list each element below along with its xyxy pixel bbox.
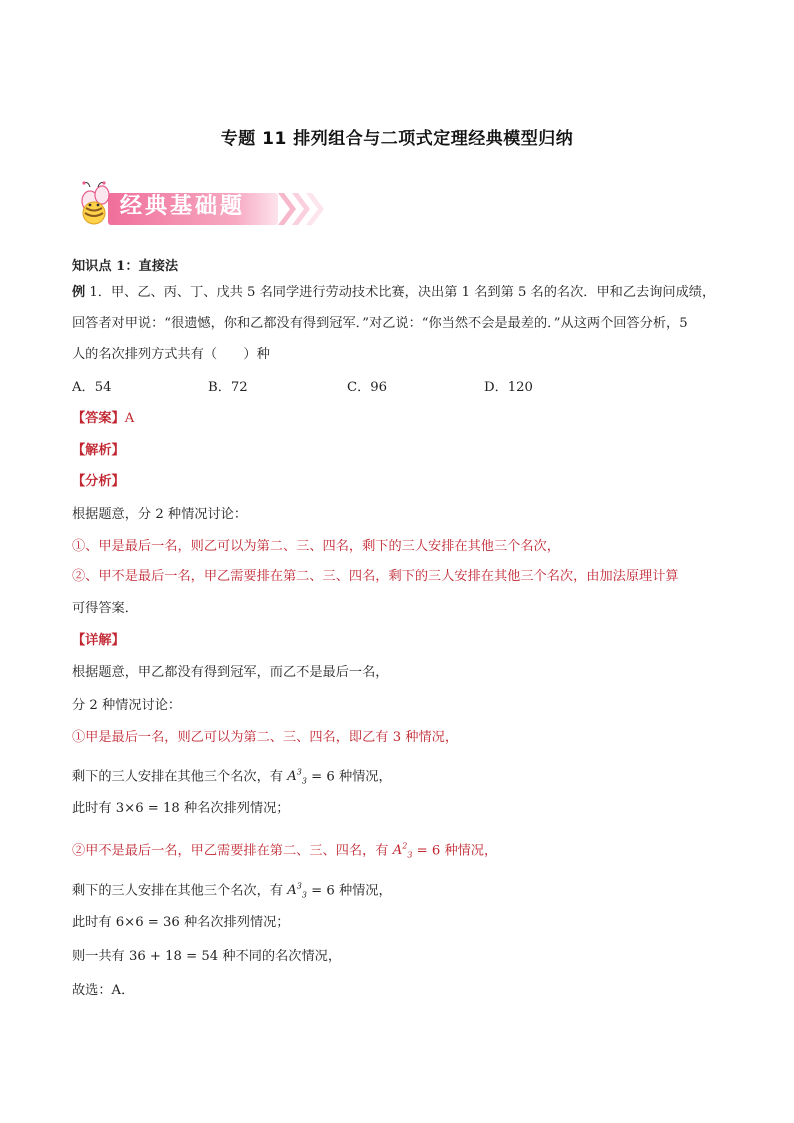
bee-icon: [82, 181, 109, 224]
detail-line-8: 此时有 6×6 = 36 种名次排列情况；: [72, 915, 290, 930]
detail-line-5: 此时有 3×6 = 18 种名次排列情况；: [72, 801, 290, 816]
permutation-symbol: [392, 842, 413, 861]
answer-tag: 【答案】: [72, 411, 125, 426]
section-heading: 知识点 1：直接法: [72, 259, 179, 274]
banner-label: 经典基础题: [120, 194, 246, 219]
fenxi-case-1: ①、甲是最后一名，则乙可以为第二、三、四名，剩下的三人安排在其他三个名次，: [72, 539, 560, 554]
detail-line-7-result: = 6 种情况，: [306, 883, 392, 899]
fenxi-intro: 根据题意，分 2 种情况讨论：: [72, 507, 248, 522]
math-sup: 2: [402, 842, 408, 851]
detail-line-9: 则一共有 36 + 18 = 54 种不同的名次情况，: [72, 949, 342, 964]
math-sub: 3: [407, 851, 413, 861]
permutation-symbol: [287, 768, 307, 787]
question-line-1: [72, 284, 715, 302]
question-line-2: 回答者对甲说：“很遗憾，你和乙都没有得到冠军．”对乙说：“你当然不会是最差的．”从这两个回答分析，5: [72, 316, 688, 331]
question-line-3: 人的名次排列方式共有（ ）种: [72, 347, 270, 362]
detail-line-10: 故选：A．: [72, 983, 135, 998]
detail-line-4: [72, 764, 392, 791]
answer-value: A: [124, 411, 135, 426]
permutation-symbol: [287, 882, 307, 901]
jiexi-tag: 【解析】: [72, 443, 125, 458]
detail-line-1: 根据题意，甲乙都没有得到冠军，而乙不是最后一名，: [72, 665, 389, 680]
answer-line: [72, 410, 134, 428]
detail-line-4-result: = 6 种情况，: [306, 769, 392, 785]
detail-line-7-text: 剩下的三人安排在其他三个名次，有: [72, 883, 288, 899]
detail-line-6-result: = 6 种情况，: [412, 843, 498, 859]
detail-line-2: 分 2 种情况讨论：: [72, 698, 182, 713]
detail-line-4-text: 剩下的三人安排在其他三个名次，有: [72, 769, 288, 785]
math-sup: 3: [296, 768, 302, 777]
option-b: B．72: [208, 380, 248, 395]
option-c: C．96: [347, 380, 388, 395]
math-a: A: [392, 843, 403, 859]
math-sub: 3: [301, 777, 307, 787]
detail-line-6: [72, 838, 497, 865]
fenxi-conclusion: 可得答案．: [72, 601, 138, 616]
math-a: A: [287, 883, 297, 899]
detail-line-3: ①甲是最后一名，则乙可以为第二、三、四名，即乙有 3 种情况，: [72, 730, 459, 745]
section-banner: [68, 179, 328, 235]
question-text-1: 1．甲、乙、丙、丁、戊共 5 名同学进行劳动技术比赛，决出第 1 名到第 5 名的名次．甲和乙去询问成绩，: [85, 285, 716, 300]
math-sub: 3: [301, 891, 307, 901]
page-title: 专题 11 排列组合与二项式定理经典模型归纳: [220, 129, 574, 149]
math-a: A: [287, 769, 297, 785]
math-sup: 3: [296, 882, 302, 891]
fenxi-case-2: ②、甲不是最后一名，甲乙需要排在第二、三、四名，剩下的三人安排在其他三个名次，由加法原理计算: [72, 569, 679, 584]
question-prefix: 例: [72, 285, 86, 300]
option-a: A．54: [72, 380, 112, 395]
fenxi-tag: 【分析】: [72, 474, 125, 489]
xiangjie-tag: 【详解】: [72, 633, 125, 648]
detail-line-6-text: ②甲不是最后一名，甲乙需要排在第二、三、四名，有: [72, 843, 393, 859]
detail-line-7: [72, 878, 392, 905]
option-d: D．120: [484, 380, 533, 395]
